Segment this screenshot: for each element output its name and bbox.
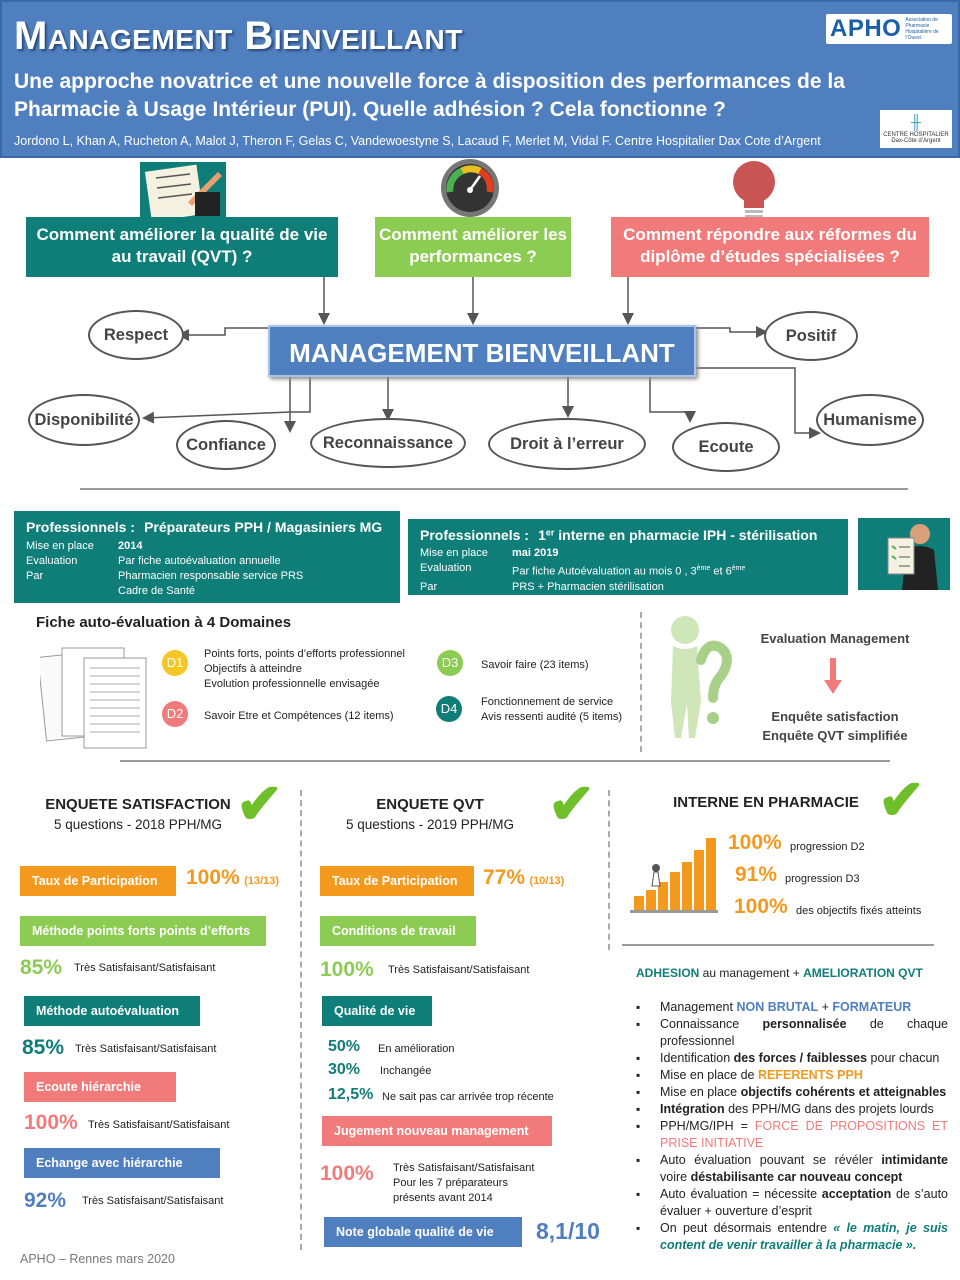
enquete-satisfaction-label: Enquête satisfaction bbox=[771, 709, 899, 724]
text: Auto évaluation = nécessite bbox=[660, 1187, 822, 1201]
value-ecoute: Ecoute bbox=[672, 422, 780, 472]
domain-d3-text: Savoir faire (23 items) bbox=[481, 659, 589, 671]
interne-title: INTERNE EN PHARMACIE bbox=[673, 794, 859, 811]
text: Identification bbox=[660, 1051, 734, 1065]
text: + bbox=[818, 1000, 833, 1014]
conclusion-heading bbox=[636, 966, 923, 980]
qvt-conditions-value: 100% bbox=[320, 958, 374, 981]
sat-m2-label: Méthode autoévaluation bbox=[24, 996, 200, 1026]
qvt-jugement-label: Jugement nouveau management bbox=[322, 1116, 552, 1146]
prof2-value: PRS + Pharmacien stérilisation bbox=[512, 580, 664, 593]
fiche-title: Fiche auto-évaluation à 4 Domaines bbox=[36, 614, 292, 631]
domain-d2-badge: D2 bbox=[162, 701, 188, 727]
heading-qvt: AMELIORATION QVT bbox=[803, 966, 923, 980]
sat-m4-label: Echange avec hiérarchie bbox=[24, 1148, 220, 1178]
qvt-q2-text: Inchangée bbox=[380, 1065, 432, 1077]
prof2-eval-a: Par fiche Autoévaluation au mois 0 , 3 bbox=[512, 565, 697, 578]
vertical-dashed-divider-2 bbox=[300, 790, 302, 1250]
prof2-label: Evaluation bbox=[420, 562, 472, 574]
value-humanisme: Humanisme bbox=[816, 394, 924, 446]
conclusion-item bbox=[634, 1186, 948, 1220]
qvt-jugement-line: présents avant 2014 bbox=[393, 1192, 493, 1204]
text-emph: « le matin, je suis content de venir travailler à la pharmacie ». bbox=[660, 1221, 949, 1252]
poster-title: Management Bienveillant bbox=[14, 14, 463, 58]
conclusion-item bbox=[634, 1101, 948, 1118]
check-icon: ✔ bbox=[878, 768, 925, 831]
prof2-value bbox=[512, 561, 745, 580]
qvt-note-value: 8,1/10 bbox=[536, 1218, 600, 1244]
lightbulb-icon bbox=[730, 160, 778, 222]
footer: APHO – Rennes mars 2020 bbox=[20, 1252, 175, 1266]
professionals-box-pph bbox=[14, 511, 400, 603]
heading-connector: au management + bbox=[699, 966, 804, 980]
d1-line: Evolution professionnelle envisagée bbox=[204, 678, 380, 690]
text: Connaissance bbox=[660, 1017, 763, 1031]
d1-line: Objectifs à atteindre bbox=[204, 663, 302, 675]
text-emph: acceptation bbox=[821, 1187, 892, 1201]
value-disponibilite: Disponibilité bbox=[28, 394, 140, 446]
text: Mise en place de bbox=[660, 1068, 758, 1082]
satisfaction-subtitle: 5 questions - 2018 PPH/MG bbox=[53, 817, 223, 832]
value-positif: Positif bbox=[764, 311, 858, 361]
interne-p1-text: progression D2 bbox=[790, 841, 865, 853]
check-icon: ✔ bbox=[548, 772, 595, 835]
prof2-label: Par bbox=[420, 580, 438, 593]
sat-participation bbox=[186, 866, 279, 890]
text: pour chacun bbox=[867, 1051, 940, 1065]
apho-logo bbox=[826, 14, 952, 44]
text: PPH/MG/IPH = bbox=[660, 1119, 755, 1133]
sat-m1-label: Méthode points forts points d’efforts bbox=[20, 916, 266, 946]
enquete-qvt-label: Enquête QVT simplifiée bbox=[762, 728, 908, 743]
professionals-box-iph bbox=[408, 519, 848, 595]
sat-m1-value: 85% bbox=[20, 956, 63, 979]
text: de chaque professionnel bbox=[660, 1017, 948, 1048]
hospital-symbol-icon: ╫ bbox=[911, 114, 921, 130]
qvt-qualite-label: Qualité de vie bbox=[322, 996, 432, 1026]
sat-m2-value: 85% bbox=[22, 1036, 65, 1059]
sat-m4-value: 92% bbox=[24, 1189, 67, 1212]
prof1-value: Pharmacien responsable service PRS bbox=[118, 570, 304, 582]
conclusion-item bbox=[634, 1084, 948, 1101]
sat-m3-label: Ecoute hiérarchie bbox=[24, 1072, 176, 1102]
text-emph: FORMATEUR bbox=[832, 1000, 912, 1014]
sat-m1-text: Très Satisfaisant/Satisfaisant bbox=[74, 962, 216, 974]
hospital-logo bbox=[880, 110, 952, 148]
prof2-eval-b: et 6 bbox=[710, 565, 732, 578]
text-emph: intimidante bbox=[881, 1153, 948, 1167]
qvt-participation-label: Taux de Participation bbox=[320, 866, 474, 896]
qvt-subtitle: 5 questions - 2019 PPH/MG bbox=[345, 817, 515, 832]
text-emph: NON BRUTAL bbox=[736, 1000, 819, 1014]
question-performance: Comment améliorer les performances ? bbox=[375, 217, 571, 277]
sat-participation-label: Taux de Participation bbox=[20, 866, 176, 896]
text: voire bbox=[660, 1170, 691, 1184]
text-emph: REFERENTS PPH bbox=[757, 1068, 863, 1082]
prof1-value: Par fiche autoévaluation annuelle bbox=[118, 555, 281, 567]
value-reconnaissance: Reconnaissance bbox=[310, 418, 466, 468]
conclusion-item bbox=[634, 1050, 948, 1067]
sat-m4-text: Très Satisfaisant/Satisfaisant bbox=[82, 1195, 224, 1207]
qvt-jugement-text bbox=[393, 1161, 534, 1206]
conclusion-item bbox=[634, 1152, 948, 1186]
conclusion-item bbox=[634, 1118, 948, 1152]
divider-1 bbox=[80, 488, 908, 490]
domain-d2-text: Savoir Etre et Compétences (12 items) bbox=[204, 710, 394, 722]
prof2-label: Mise en place bbox=[420, 547, 488, 559]
qvt-participation-count: (10/13) bbox=[529, 875, 565, 887]
interne-p2-value: 91% bbox=[735, 863, 778, 886]
vertical-dashed-divider-3 bbox=[608, 790, 610, 950]
satisfaction-title: ENQUETE SATISFACTION bbox=[45, 796, 231, 813]
d1-line: Points forts, points d’efforts professionnel bbox=[204, 648, 405, 660]
eval-management-label: Evaluation Management bbox=[760, 631, 910, 646]
qvt-q1-text: En amélioration bbox=[378, 1043, 455, 1055]
text: Mise en place bbox=[660, 1085, 741, 1099]
qvt-note-label: Note globale qualité de vie bbox=[324, 1217, 522, 1247]
interne-p2-text: progression D3 bbox=[785, 873, 860, 885]
domain-d1-badge: D1 bbox=[162, 650, 188, 676]
sat-m3-value: 100% bbox=[24, 1111, 78, 1134]
prof1-label: Par bbox=[26, 570, 44, 582]
qvt-jugement-line: Pour les 7 préparateurs bbox=[393, 1177, 508, 1189]
prof2-eval-sup2: ème bbox=[731, 565, 746, 572]
progress-stairs-icon bbox=[630, 828, 720, 918]
prof1-label: Evaluation bbox=[26, 555, 78, 567]
text-emph: des forces / faiblesses bbox=[733, 1051, 868, 1065]
vertical-dashed-divider bbox=[640, 612, 642, 752]
text: Management bbox=[660, 1000, 737, 1014]
authors-line: Jordono L, Khan A, Rucheton A, Malot J, Theron F, Gelas C, Vandewoestyne S, Lacaud F, Merlet M, Vidal F. Centre Hospitalier Dax Cote d’Argent bbox=[14, 134, 821, 148]
conclusion-list bbox=[634, 999, 948, 1254]
qvt-q3-text: Ne sait pas car arrivée trop récente bbox=[382, 1091, 554, 1103]
value-confiance: Confiance bbox=[176, 420, 276, 470]
prof2-eval-sup1: ème bbox=[696, 565, 711, 572]
domain-d4-badge: D4 bbox=[436, 696, 462, 722]
qvt-jugement-value: 100% bbox=[320, 1162, 374, 1185]
heading-adhesion: ADHESION bbox=[636, 966, 700, 980]
question-qvt: Comment améliorer la qualité de vie au travail (QVT) ? bbox=[26, 217, 338, 277]
interne-p1-value: 100% bbox=[728, 831, 782, 854]
prof2-title-key: Professionnels : bbox=[420, 527, 529, 543]
value-droit-erreur: Droit à l’erreur bbox=[488, 418, 646, 470]
prof2-title-value-b: interne en pharmacie IPH - stérilisation bbox=[554, 527, 818, 543]
down-arrow-icon bbox=[822, 658, 844, 696]
thinking-figure-question-icon bbox=[655, 612, 735, 742]
domain-d1-text bbox=[204, 647, 405, 692]
d4-line: Fonctionnement de service bbox=[481, 696, 614, 708]
prof2-title-sup: er bbox=[545, 527, 555, 538]
apho-logo-subtext: Association de Pharmacie Hospitalière de l’Ouest bbox=[905, 17, 939, 41]
poster-subtitle: Une approche novatrice et une nouvelle force à disposition des performances de la Pharmacie à Usage Intérieur (PUI). Quelle adhésion ? Cela fonctionne ? bbox=[14, 70, 845, 121]
conclusion-item bbox=[634, 1016, 948, 1050]
gauge-icon bbox=[440, 158, 500, 218]
prof1-value: 2014 bbox=[118, 540, 143, 552]
text: de s’auto évaluer + ouverture d’esprit bbox=[660, 1187, 948, 1218]
text: Auto évaluation pouvant se révéler bbox=[660, 1153, 882, 1167]
d4-line: Avis ressenti audité (5 items) bbox=[481, 711, 623, 723]
sat-m3-text: Très Satisfaisant/Satisfaisant bbox=[88, 1119, 230, 1131]
evaluation-forms-icon bbox=[40, 642, 150, 752]
qvt-participation bbox=[483, 866, 564, 890]
conclusion-item bbox=[634, 1220, 948, 1254]
sat-m2-text: Très Satisfaisant/Satisfaisant bbox=[75, 1043, 217, 1055]
prof1-title-key: Professionnels : bbox=[26, 519, 135, 535]
qvt-q3-value: 12,5% bbox=[328, 1086, 374, 1103]
conclusion-item bbox=[634, 1067, 948, 1084]
conclusion-item bbox=[634, 999, 948, 1016]
prof2-title-value: 1 bbox=[538, 527, 546, 543]
interne-p3-text: des objectifs fixés atteints bbox=[796, 905, 922, 917]
person-checklist-icon bbox=[858, 518, 950, 590]
text: On peut désormais entendre bbox=[660, 1221, 834, 1235]
text: des PPH/MG dans des projets lourds bbox=[724, 1102, 934, 1116]
interne-p3-value: 100% bbox=[734, 895, 788, 918]
prof2-value: mai 2019 bbox=[512, 547, 559, 559]
hospital-logo-text: CENTRE HOSPITALIER Dax-Côte d’Argent bbox=[883, 132, 949, 144]
qvt-jugement-line: Très Satisfaisant/Satisfaisant bbox=[393, 1162, 535, 1174]
prof1-label: Mise en place bbox=[26, 540, 94, 552]
divider-2 bbox=[120, 760, 890, 762]
qvt-conditions-text: Très Satisfaisant/Satisfaisant bbox=[388, 964, 530, 976]
management-center-box: MANAGEMENT BIENVEILLANT bbox=[268, 325, 696, 377]
qvt-title: ENQUETE QVT bbox=[376, 796, 484, 813]
text-emph: Intégration bbox=[660, 1102, 725, 1116]
text-emph: personnalisée bbox=[762, 1017, 847, 1031]
sat-participation-count: (13/13) bbox=[244, 875, 280, 887]
domain-d4-text bbox=[481, 695, 622, 725]
apho-logo-text: APHO bbox=[830, 15, 902, 42]
checklist-writing-icon bbox=[140, 162, 226, 220]
value-respect: Respect bbox=[88, 310, 184, 360]
qvt-q2-value: 30% bbox=[328, 1061, 361, 1078]
qvt-q1-value: 50% bbox=[328, 1038, 361, 1055]
domain-d3-badge: D3 bbox=[437, 650, 463, 676]
sat-participation-value: 100% bbox=[186, 866, 240, 889]
text-emph: FORCE DE PROPOSITIONS ET PRISE INITIATIVE bbox=[660, 1119, 948, 1150]
enquetes-label bbox=[744, 707, 926, 745]
prof1-value: Cadre de Santé bbox=[118, 585, 196, 597]
text-emph: déstabilisante car nouveau concept bbox=[690, 1170, 903, 1184]
prof1-title-value: Préparateurs PPH / Magasiniers MG bbox=[144, 519, 383, 535]
divider-3 bbox=[622, 944, 934, 946]
question-reforms: Comment répondre aux réformes du diplôme d’études spécialisées ? bbox=[611, 217, 929, 277]
qvt-conditions-label: Conditions de travail bbox=[320, 916, 476, 946]
text-emph: objectifs cohérents et atteignables bbox=[740, 1085, 947, 1099]
qvt-participation-value: 77% bbox=[483, 866, 526, 889]
check-icon: ✔ bbox=[236, 772, 283, 835]
